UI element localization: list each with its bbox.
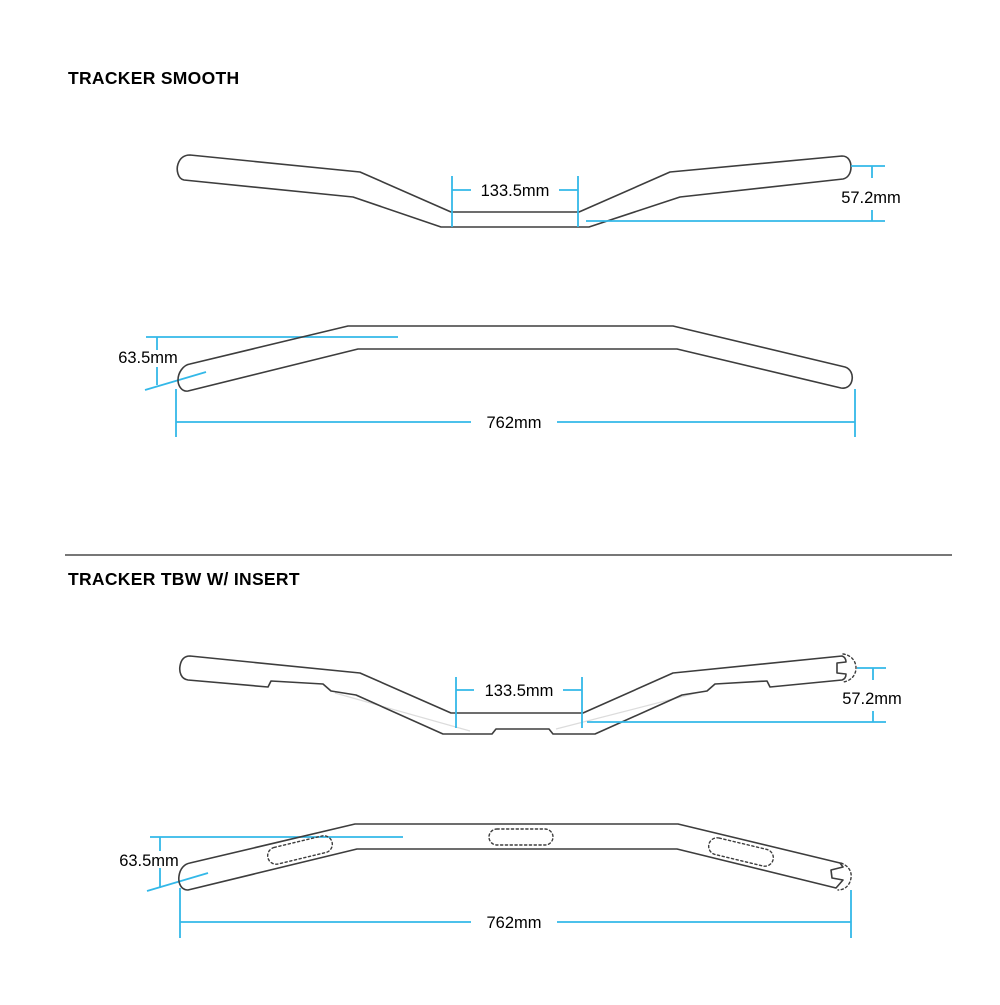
dim-rise-label: 57.2mm (842, 690, 902, 708)
dimension-center-width (456, 677, 582, 728)
dimension-center-width (452, 176, 578, 227)
dimension-overall-width (176, 389, 855, 437)
wiring-insert-slot-right (707, 836, 775, 868)
section-title-tracker-smooth: TRACKER SMOOTH (68, 68, 240, 88)
dim-center-width-label: 133.5mm (484, 682, 554, 700)
dimension-pullback (118, 337, 398, 390)
hidden-insert-line (556, 692, 700, 729)
wiring-insert-slot-left (266, 834, 334, 866)
handlebar-outline (179, 824, 843, 890)
dim-overall-width-label: 762mm (486, 914, 542, 932)
dim-pullback-label: 63.5mm (119, 852, 179, 870)
dim-rise-label: 57.2mm (841, 189, 901, 207)
tracker-tbw-front-view (119, 824, 851, 938)
dimension-pullback (119, 837, 403, 891)
section-title-tracker-tbw: TRACKER TBW W/ INSERT (68, 569, 300, 589)
oblique-tick (147, 873, 208, 891)
dimension-end-rise (587, 668, 902, 722)
tracker-smooth-front-view (118, 326, 855, 437)
handlebar-outline (178, 326, 852, 391)
tracker-tbw-top-view (180, 654, 902, 734)
dim-pullback-label: 63.5mm (118, 349, 178, 367)
dimension-overall-width (180, 888, 851, 938)
tracker-smooth-top-view (177, 155, 901, 227)
dim-overall-width-label: 762mm (486, 414, 542, 432)
wiring-insert-slot-center (489, 829, 553, 845)
oblique-tick (145, 372, 206, 390)
dim-center-width-label: 133.5mm (480, 182, 550, 200)
